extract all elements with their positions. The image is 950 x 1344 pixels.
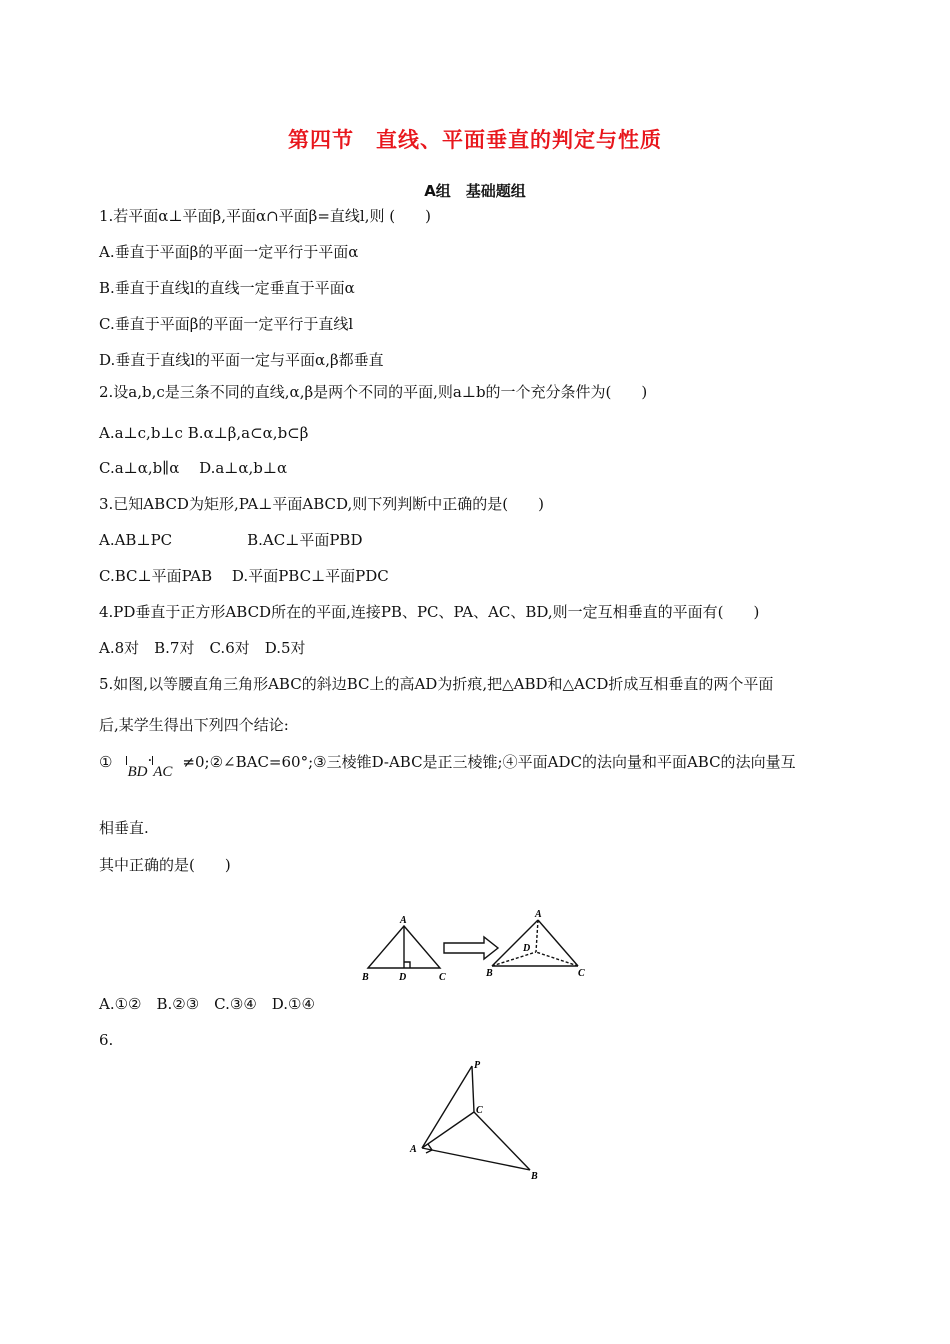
q5-conclusion-1-marker: ① (99, 753, 113, 771)
label-a: A (410, 1144, 417, 1155)
label-p: P (474, 1060, 481, 1071)
label-c: C (476, 1105, 483, 1116)
label-a-pyramid: A (535, 909, 542, 920)
q3-stem: 3.已知ABCD为矩形,PA⊥平面ABCD,则下列判断中正确的是( ) (99, 495, 544, 513)
edge-pc (472, 1066, 474, 1112)
page-title: 第四节 直线、平面垂直的判定与性质 (288, 128, 662, 152)
dot-operator: · (147, 751, 153, 769)
label-b-pyramid: B (486, 968, 493, 979)
label-d-pyramid: D (523, 943, 531, 954)
edge-ab (422, 1148, 530, 1170)
q5-stem-line2: 后,某学生得出下列四个结论: (99, 716, 289, 734)
label-c-flat: C (439, 972, 446, 983)
vector-bd: BD (127, 764, 148, 780)
section-heading: A组 基础题组 (424, 182, 526, 200)
q5-options: A.①② B.②③ C.③④ D.①④ (99, 995, 315, 1013)
right-angle-mark (404, 962, 410, 968)
q2-options-ab: A.a⊥c,b⊥c B.α⊥β,a⊂α,b⊂β (99, 424, 309, 442)
q4-stem: 4.PD垂直于正方形ABCD所在的平面,连接PB、PC、PA、AC、BD,则一定互相垂直的平面有( ) (99, 603, 760, 621)
q5-conclusions (99, 751, 796, 780)
q5-ask: 其中正确的是( ) (99, 856, 231, 874)
label-d-flat: D (399, 972, 407, 983)
label-c-pyramid: C (578, 968, 585, 979)
vector-ac: AC (153, 764, 173, 780)
edge-cb (474, 1112, 530, 1170)
q1-stem: 1.若平面α⊥平面β,平面α∩平面β=直线l,则 ( ) (99, 207, 431, 225)
q6-figure (404, 1058, 554, 1182)
q1-option-d: D.垂直于直线l的平面一定与平面α,β都垂直 (99, 351, 384, 369)
q4-options: A.8对 B.7对 C.6对 D.5对 (99, 639, 306, 657)
q6-number: 6. (99, 1031, 114, 1049)
q3-options-cd: C.BC⊥平面PAB D.平面PBC⊥平面PDC (99, 567, 389, 585)
pyramid-edge-ab (492, 920, 538, 966)
q3-options-ab: A.AB⊥PC B.AC⊥平面PBD (99, 531, 363, 549)
q5-conclusions-cont: 相垂直. (99, 819, 149, 837)
pyramid-edge-ad (536, 920, 538, 952)
q5-figure (358, 906, 598, 986)
q5-conclusions-text: ≠0;②∠BAC=60°;③三棱锥D-ABC是正三棱锥;④平面ADC的法向量和平面ABC的法向量互 (182, 753, 796, 771)
fold-arrow (444, 937, 498, 959)
q2-options-cd: C.a⊥α,b∥α D.a⊥α,b⊥α (99, 459, 288, 477)
label-b-flat: B (362, 972, 369, 983)
edge-pa (422, 1066, 472, 1148)
q5-stem-line1: 5.如图,以等腰直角三角形ABC的斜边BC上的高AD为折痕,把△ABD和△ACD折成互相垂直的两个平面 (99, 675, 774, 693)
q1-option-c: C.垂直于平面β的平面一定平行于直线l (99, 315, 354, 333)
edge-ac (422, 1112, 474, 1148)
q1-option-a: A.垂直于平面β的平面一定平行于平面α (99, 243, 359, 261)
label-b: B (531, 1171, 538, 1182)
q1-option-b: B.垂直于直线l的直线一定垂直于平面α (99, 279, 355, 297)
q2-stem: 2.设a,b,c是三条不同的直线,α,β是两个不同的平面,则a⊥b的一个充分条件为( ) (99, 383, 648, 401)
label-a-flat: A (400, 915, 407, 926)
